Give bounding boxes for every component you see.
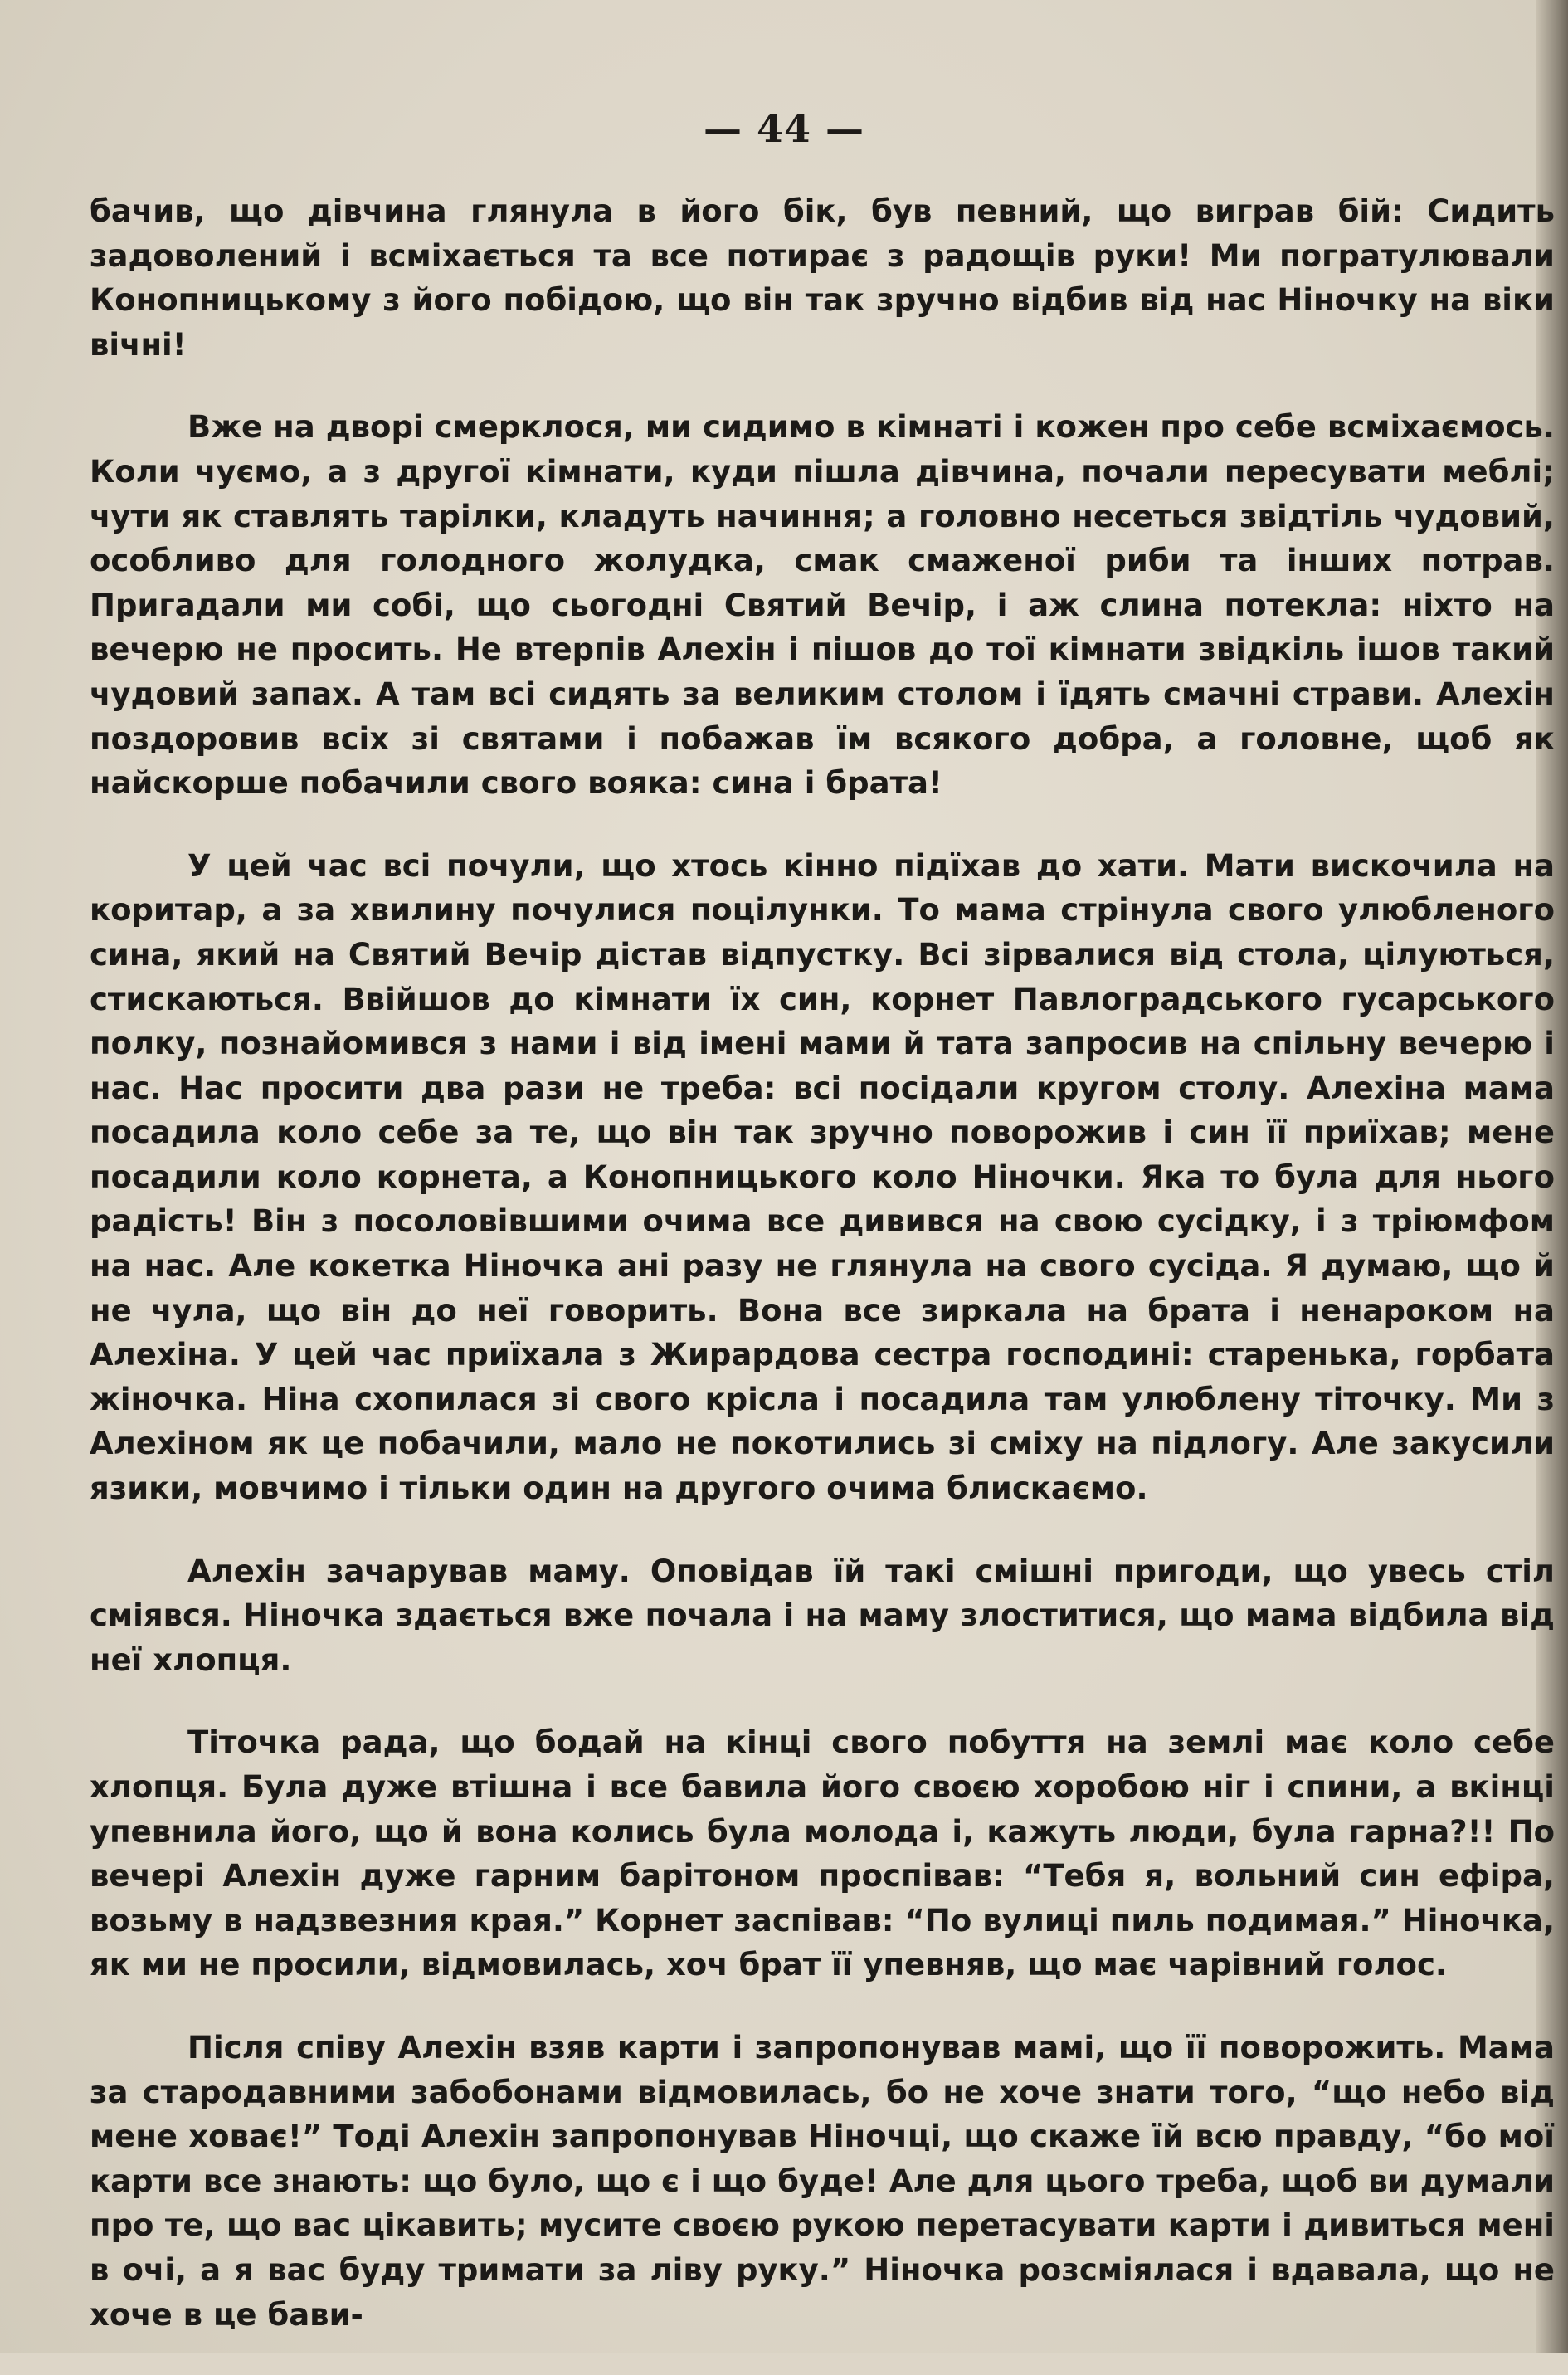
page-text [90, 189, 1555, 2375]
paragraph-2: Вже на дворі смерклося, ми сидимо в кімнаті і кожен про себе всміхаємось. Коли чуємо, а з другої кімнати, куди пішла дівчина, почали пересувати меблі; чути як ставлять тарілки, кладуть начиння; а головно несеться звідтіль чудовий, особливо для голодного жолудка, смак смаженої риби та інших потрав. Пригадали ми собі, що сьогодні Святий Вечір, і аж слина потекла: ніхто на вечерю не просить. Не втерпів Алехін і пішов до тої кімнати звідкіль ішов такий чудовий запах. А там всі сидять за великим столом і їдять смачні страви. Алехін поздоровив всіх зі святами і побажав їм всякого добра, а головне, щоб як найскорше побачили свого вояка: сина і брата! [90, 409, 1555, 802]
paragraph-1: бачив, що дівчина глянула в його бік, був певний, що виграв бій: Сидить задоволений і всміхається та все потирає з радощів руки! Ми погратулювали Конопницькому з його побідою, що він так зручно відбив від нас Ніночку на віки вічні! [90, 193, 1555, 363]
paragraph-5: Тіточка рада, що бодай на кінці свого побуття на землі має коло себе хлопця. Була дуже втішна і все бавила його своєю хоробою ніг і спини, а вкінці упевнила його, що й вона колись була молода і, кажуть люди, була гарна?!! По вечері Алехін дуже гарним барітоном проспівав: “Тебя я, вольний син ефіра, возьму в надзвезния края.” Корнет заспівав: “По вулиці пиль подимая.” Ніночка, як ми не просили, відмовилась, хоч брат її упевняв, що має чарівний голос. [90, 1724, 1555, 1983]
page-number: — 44 — [703, 106, 865, 151]
paragraph-4: Алехін зачарував маму. Оповідав їй такі смішні пригоди, що увесь стіл сміявся. Ніночка здається вже почала і на маму злоститися, що мама відбила від неї хлопця. [90, 1553, 1555, 1678]
paragraph-6: Після співу Алехін взяв карти і запропонував мамі, що її поворожить. Мама за стародавними забобонами відмовилась, бо не хоче знати того, “що небо від мене ховає!” Тоді Алехін запропонував Ніночці, що скаже їй всю правду, “бо мої карти все знають: що було, що є і що буде! Але для цього треба, щоб ви думали про те, що вас цікавить; мусите своєю рукою перетасувати карти і дивиться мені в очі, а я вас буду тримати за ліву руку.” Ніночка розсміялася і вдавала, що не хоче в це бави- [90, 2029, 1555, 2333]
paragraph-3: У цей час всі почули, що хтось кінно підїхав до хати. Мати вискочила на коритар, а за хвилину почулися поцілунки. То мама стрінула свого улюбленого сина, який на Святий Вечір дістав відпустку. Всі зірвалися від стола, цілуються, стискаються. Ввійшов до кімнати їх син, корнет Павлоградського гусарського полку, познайомився з нами і від імені мами й тата запросив на спільну вечерю і нас. Нас просити два рази не треба: всі посідали кругом столу. Алехіна мама посадила коло себе за те, що він так зручно поворожив і син її приїхав; мене посадили коло корнета, а Конопницького коло Ніночки. Яка то була для нього радість! Він з посоловівшими очима все дивився на свою сусідку, і з тріюмфом на нас. Але кокетка Ніночка ані разу не глянула на свого сусіда. Я думаю, що й не чула, що він до неї говорить. Вона все зиркала на брата і ненароком на Алехіна. У цей час приїхала з Жирардова сестра господині: старенька, горбата жіночка. Ніна схопилася зі свого крісла і посадила там улюблену тіточку. Ми з Алехіном як це побачили, мало не покотились зі сміху на підлогу. Але закусили язики, мовчимо і тільки один на другого очима блискаємо. [90, 847, 1555, 1507]
